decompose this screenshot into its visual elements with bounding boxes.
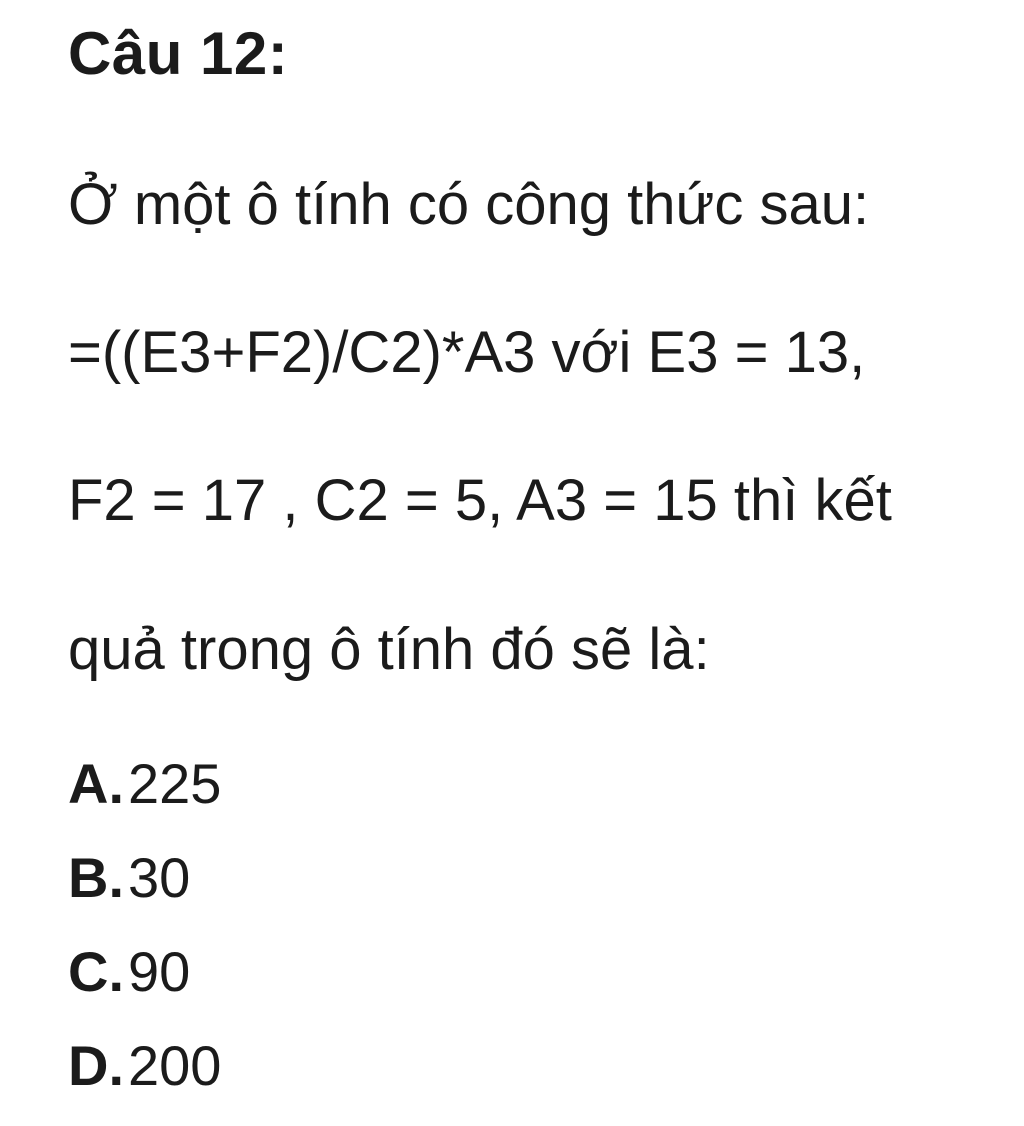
option-letter: C. (68, 940, 124, 1003)
option-letter: D. (68, 1034, 124, 1097)
option-value: 90 (128, 940, 191, 1003)
answer-option-c (68, 938, 190, 1005)
option-value: 225 (128, 752, 222, 815)
question-stem-line: Ở một ô tính có công thức sau: (68, 172, 870, 237)
option-letter: B. (68, 846, 124, 909)
option-value: 30 (128, 846, 191, 909)
question-number: Câu 12: (68, 20, 289, 87)
answer-option-d (68, 1032, 221, 1099)
question-stem-line: F2 = 17 , C2 = 5, A3 = 15 thì kết (68, 468, 892, 533)
answer-option-a (68, 750, 221, 817)
option-value: 200 (128, 1034, 222, 1097)
question-stem-line: =((E3+F2)/C2)*A3 với E3 = 13, (68, 320, 866, 385)
answer-option-b (68, 844, 190, 911)
question-stem-line: quả trong ô tính đó sẽ là: (68, 617, 710, 682)
option-letter: A. (68, 752, 124, 815)
